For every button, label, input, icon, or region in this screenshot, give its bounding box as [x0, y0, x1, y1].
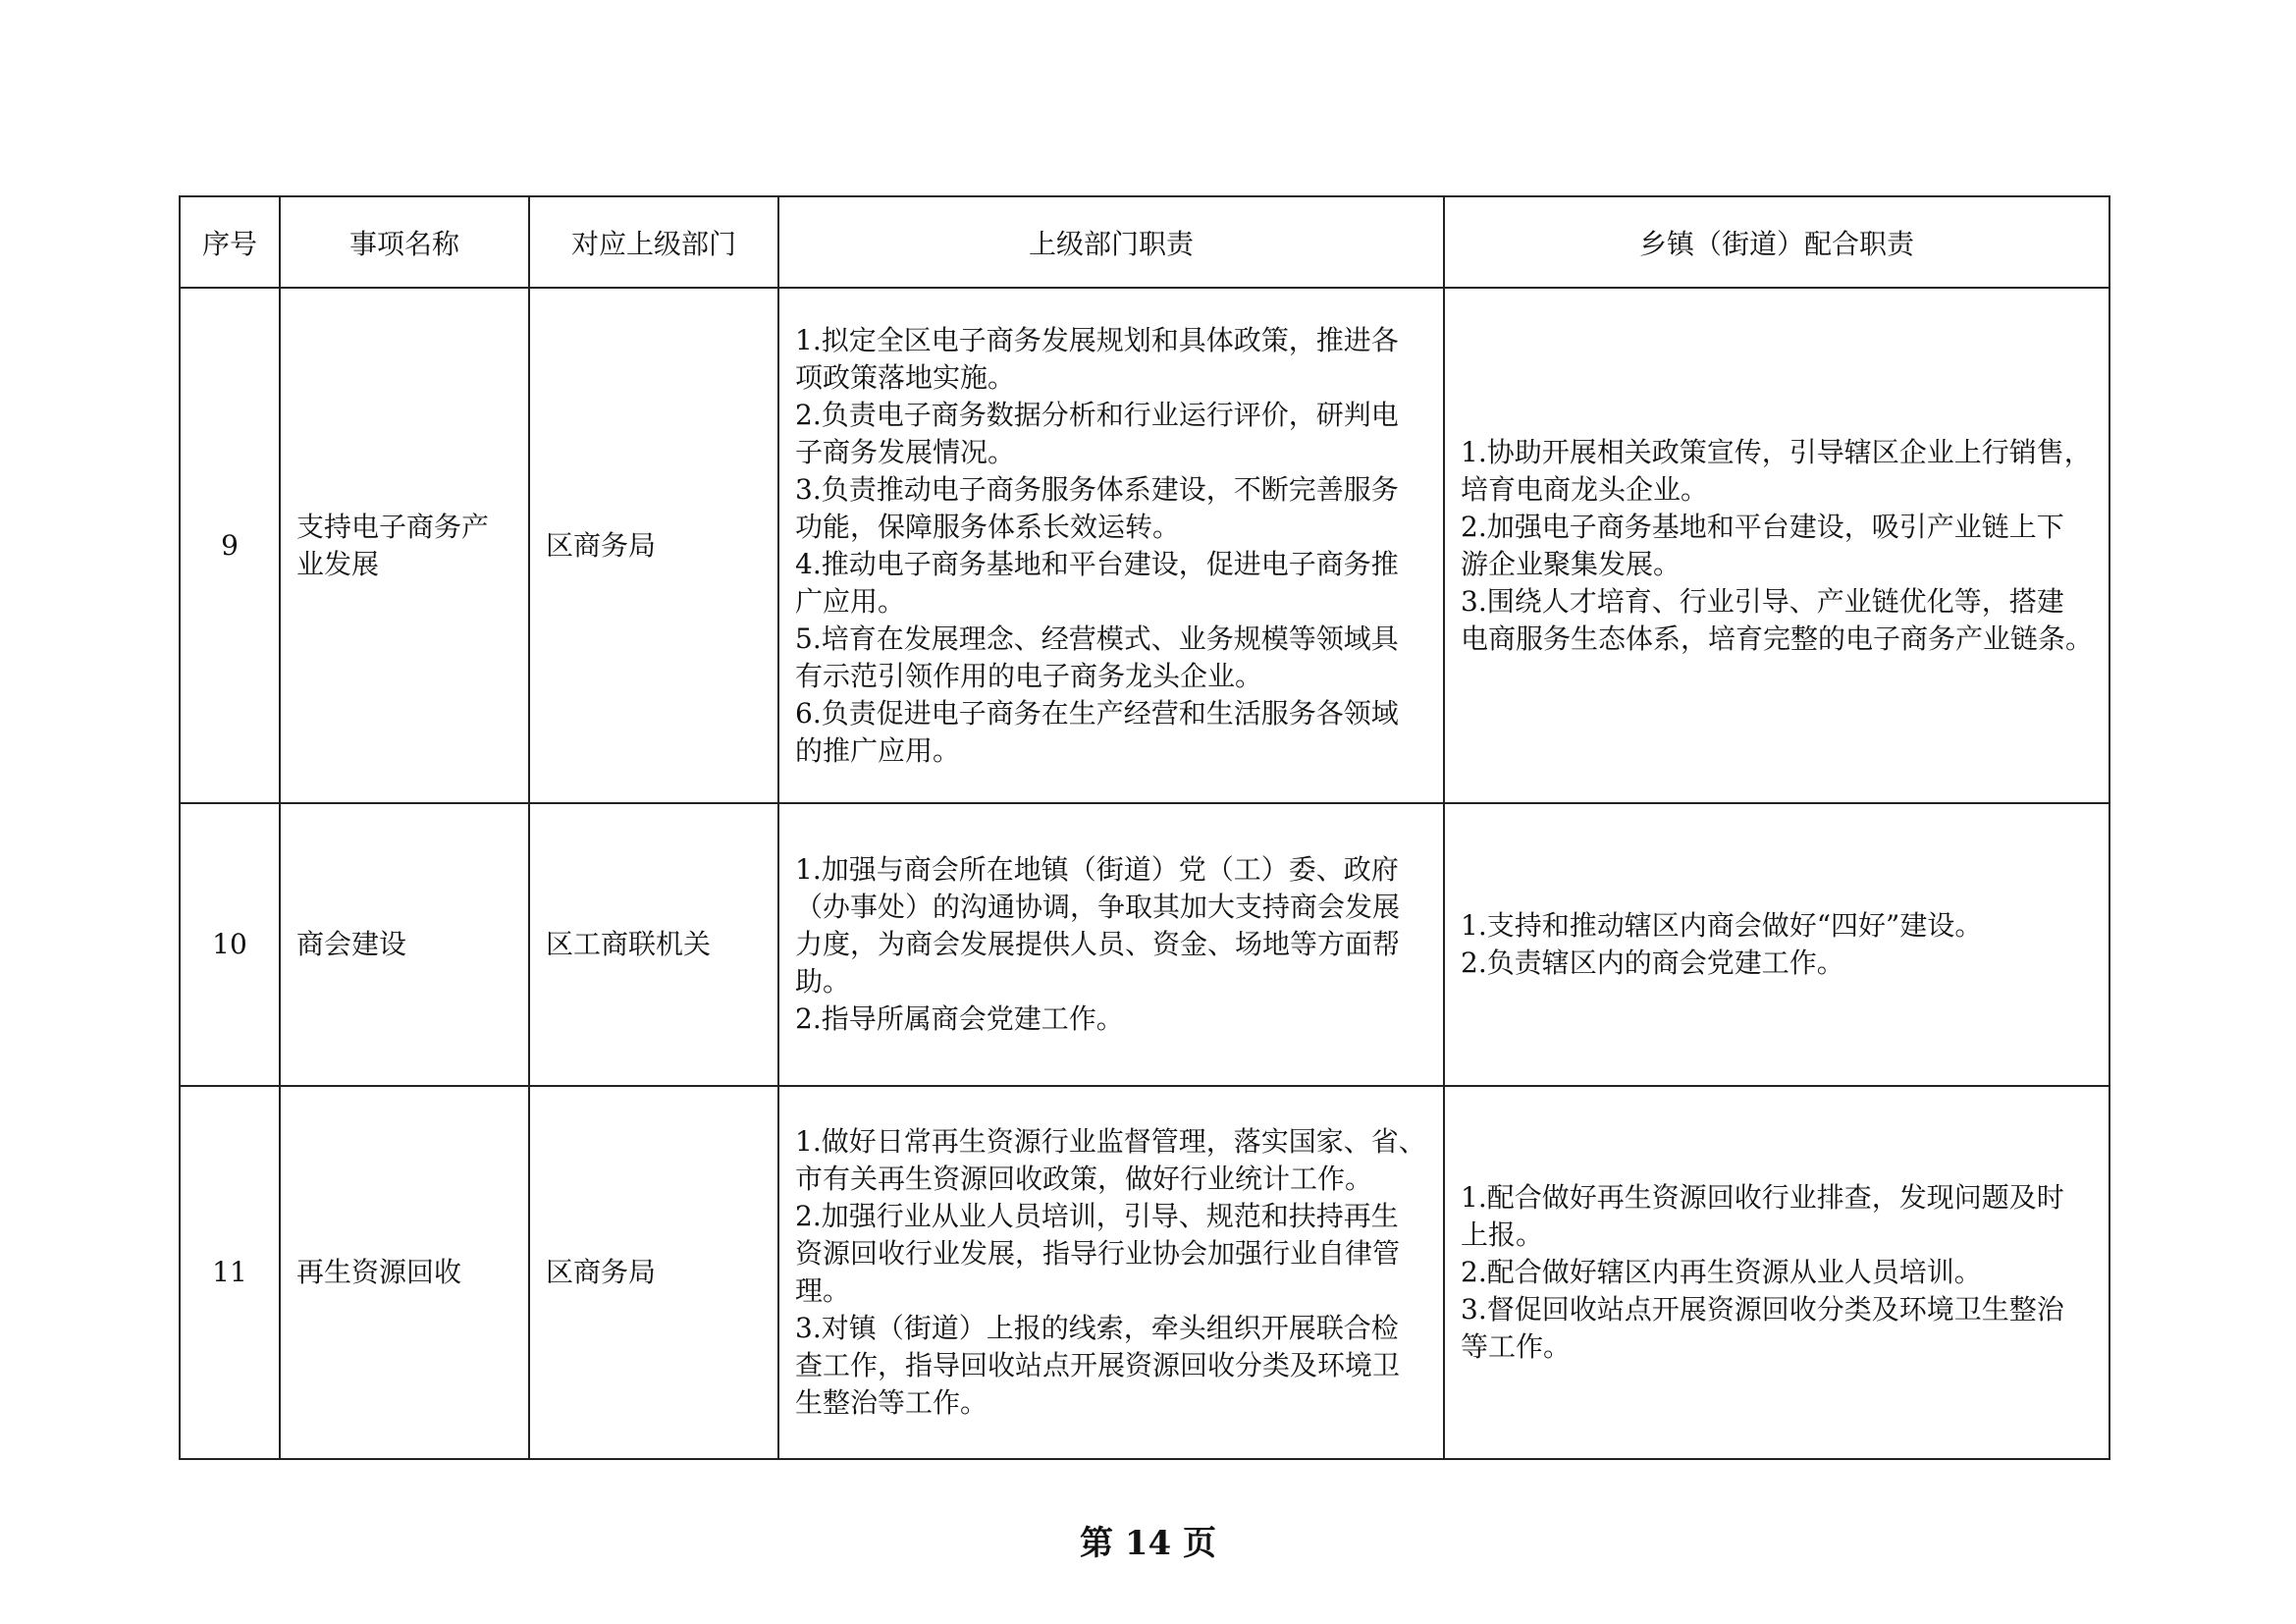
table-row	[180, 288, 2109, 803]
duty-line: 市有关再生资源回收政策，做好行业统计工作。	[795, 1163, 1373, 1195]
cell-duty	[778, 1086, 1444, 1459]
coop-line: 1.配合做好再生资源回收行业排查，发现问题及时	[1461, 1181, 2064, 1214]
duty-line: 资源回收行业发展，指导行业协会加强行业自律管	[795, 1237, 1401, 1270]
duty-line: 力度，为商会发展提供人员、资金、场地等方面帮	[795, 928, 1401, 960]
duty-line: 有示范引领作用的电子商务龙头企业。	[795, 659, 1263, 692]
cell-name	[280, 1086, 529, 1459]
table-header-row	[180, 196, 2109, 288]
coop-line: 3.督促回收站点开展资源回收分类及环境卫生整治	[1461, 1293, 2064, 1326]
name-line: 商会建设	[296, 928, 407, 960]
cell-coop	[1444, 288, 2109, 803]
duty-line: 2.指导所属商会党建工作。	[795, 1002, 1124, 1035]
name-line: 再生资源回收	[296, 1256, 462, 1288]
duty-line: 的推广应用。	[795, 733, 961, 767]
duty-line: 3.对镇（街道）上报的线索，牵头组织开展联合检	[795, 1312, 1399, 1344]
cell-duty	[778, 803, 1444, 1086]
responsibility-table	[179, 195, 2110, 1460]
cell-dept: 区工商联机关	[529, 803, 778, 1086]
duty-line: 5.培育在发展理念、经营模式、业务规模等领域具	[795, 622, 1399, 655]
coop-line: 培育电商龙头企业。	[1461, 472, 1709, 506]
cell-dept: 区商务局	[529, 1086, 778, 1459]
coop-line: 等工作。	[1461, 1330, 1572, 1363]
coop-line: 1.协助开展相关政策宣传，引导辖区企业上行销售，	[1461, 435, 2092, 468]
duty-line: 6.负责促进电子商务在生产经营和生活服务各领域	[795, 696, 1399, 730]
cell-coop	[1444, 1086, 2109, 1459]
duty-line: 助。	[795, 965, 851, 998]
table-row	[180, 1086, 2109, 1459]
duty-line: 2.加强行业从业人员培训，引导、规范和扶持再生	[795, 1200, 1399, 1232]
duty-line: 子商务发展情况。	[795, 435, 1016, 468]
header-dept: 对应上级部门	[529, 196, 778, 288]
duty-line: 查工作，指导回收站点开展资源回收分类及环境卫	[795, 1349, 1401, 1381]
header-seq: 序号	[180, 196, 280, 288]
cell-name	[280, 803, 529, 1086]
coop-line: 2.加强电子商务基地和平台建设，吸引产业链上下	[1461, 510, 2064, 543]
duty-line: 项政策落地实施。	[795, 360, 1016, 394]
duty-line: 4.推动电子商务基地和平台建设，促进电子商务推	[795, 547, 1399, 580]
duty-line: 1.拟定全区电子商务发展规划和具体政策，推进各	[795, 323, 1399, 356]
duty-line: 1.做好日常再生资源行业监督管理，落实国家、省、	[795, 1125, 1426, 1158]
cell-seq: 11	[180, 1086, 280, 1459]
name-line: 支持电子商务产	[296, 510, 490, 543]
coop-line: 电商服务生态体系，培育完整的电子商务产业链条。	[1461, 622, 2094, 655]
duty-line: 2.负责电子商务数据分析和行业运行评价，研判电	[795, 398, 1399, 431]
cell-dept: 区商务局	[529, 288, 778, 803]
cell-seq: 9	[180, 288, 280, 803]
coop-line: 1.支持和推动辖区内商会做好“四好”建设。	[1461, 909, 1983, 942]
header-name: 事项名称	[280, 196, 529, 288]
cell-coop	[1444, 803, 2109, 1086]
coop-line: 2.配合做好辖区内再生资源从业人员培训。	[1461, 1256, 1982, 1288]
header-duty: 上级部门职责	[778, 196, 1444, 288]
coop-line: 2.负责辖区内的商会党建工作。	[1461, 947, 1844, 979]
cell-name	[280, 288, 529, 803]
coop-line: 上报。	[1461, 1218, 1544, 1251]
duty-line: 理。	[795, 1274, 851, 1307]
cell-duty	[778, 288, 1444, 803]
cell-seq: 10	[180, 803, 280, 1086]
coop-line: 游企业聚集发展。	[1461, 547, 1682, 580]
name-line: 业发展	[296, 547, 380, 580]
duty-line: 3.负责推动电子商务服务体系建设，不断完善服务	[795, 472, 1399, 506]
duty-line: 广应用。	[795, 584, 906, 618]
header-coop: 乡镇（街道）配合职责	[1444, 196, 2109, 288]
duty-line: 1.加强与商会所在地镇（街道）党（工）委、政府	[795, 853, 1399, 886]
duty-line: 生整治等工作。	[795, 1386, 988, 1419]
duty-line: （办事处）的沟通协调，争取其加大支持商会发展	[795, 891, 1401, 923]
page-number: 第 14 页	[1080, 1524, 1216, 1563]
table-row	[180, 803, 2109, 1086]
coop-line: 3.围绕人才培育、行业引导、产业链优化等，搭建	[1461, 584, 2064, 618]
duty-line: 功能，保障服务体系长效运转。	[795, 510, 1181, 543]
